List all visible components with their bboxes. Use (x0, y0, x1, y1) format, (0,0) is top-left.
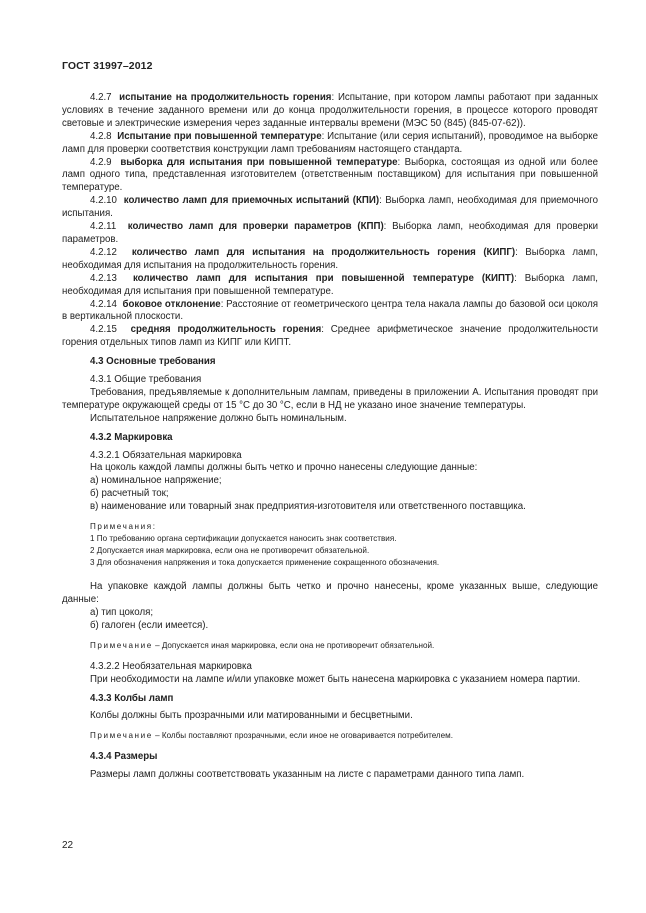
definition-term: испытание на продолжительность горения (119, 92, 332, 103)
definition-item: 4.2.8 Испытание при повышенной температуре: Испытание (или серия испытаний), проводимое на выборке ламп для проверки соответствия конструкции ламп требованиям настоящего стандарта. (62, 130, 598, 155)
definition-item: 4.2.15 средняя продолжительность горения: Среднее арифметическое значение продолжительности горения отдельных типов ламп из КИПГ или КИПТ. (62, 324, 598, 349)
list-item: в) наименование или товарный знак предприятия-изготовителя или ответственного поставщика. (90, 501, 526, 513)
document-header: ГОСТ 31997–2012 (62, 60, 153, 72)
definition-term: количество ламп для проверки параметров (КПП) (127, 221, 384, 233)
note-item: 2 Допускается иная маркировка, если она не противоречит обязательной. (90, 546, 370, 556)
definition-item: 4.2.13 количество ламп для испытания при повышенной температуре (КИПТ): Выборка ламп, необходимая для испытания при повышенной температуре. (62, 272, 598, 297)
subsection-title-4-3-2-2: 4.3.2.2 Необязательная маркировка (90, 660, 252, 672)
note-label: Примечание (90, 731, 153, 741)
definition-term: средняя продолжительность горения (130, 324, 322, 336)
definition-term: количество ламп для испытания при повышенной температуре (КИПТ) (132, 272, 515, 284)
marking-note: Примечание – Допускается иная маркировка, если она не противоречит обязательной. (90, 640, 435, 650)
bulbs-note: Примечание – Колбы поставляют прозрачными, если иное не оговаривается потребителем. (90, 731, 453, 741)
definition-item: 4.2.7 испытание на продолжительность горения: Испытание, при котором лампы работают при заданных условиях в течение заданного времени или до конца продолжительности горения, в процессе которого проводят световые и электрические измерения через заданные интервалы времени (МЭС 50 (845) (845-07-62)). (62, 92, 599, 129)
definition-item: 4.2.10 количество ламп для приемочных испытаний (КПИ): Выборка ламп, необходимая для приемочного испытания. (62, 195, 598, 220)
page-number: 22 (62, 840, 74, 851)
dimensions-text: Размеры ламп должны соответствовать указанным на листе с параметрами данного типа ламп. (90, 769, 525, 781)
subsection-title-4-3-2-1: 4.3.2.1 Обязательная маркировка (90, 449, 242, 461)
optional-marking-text: При необходимости на лампе и/или упаковке может быть нанесена маркировка с указанием номера партии. (90, 673, 581, 685)
general-requirements-text: Требования, предъявляемые к дополнительным лампам, приведены в приложении А. Испытания проводят при температуре окружающей среды от 15 °С до 30 °С, если в НД не указано иное значение температуры. (62, 386, 598, 411)
definitions-list (62, 92, 598, 350)
note-item: 1 По требованию органа сертификации допускается наносить знак соответствия. (90, 534, 397, 544)
section-heading-4-3: 4.3 Основные требования (90, 356, 216, 368)
base-marking-text: На цоколь каждой лампы должны быть четко и прочно нанесены следующие данные: (90, 462, 478, 474)
definition-term: выборка для испытания при повышенной температуре (120, 156, 398, 168)
subsection-title-4-3-1: 4.3.1 Общие требования (90, 374, 202, 386)
definition-term: Испытание при повышенной температуре (117, 130, 322, 142)
list-item: а) номинальное напряжение; (90, 475, 222, 487)
list-item: б) галоген (если имеется). (90, 619, 209, 631)
package-marking-text: На упаковке каждой лампы должны быть четко и прочно нанесены, кроме указанных выше, следующие данные: (62, 581, 598, 605)
section-heading-4-3-2: 4.3.2 Маркировка (90, 431, 173, 443)
bulbs-text: Колбы должны быть прозрачными или матированными и бесцветными. (90, 710, 413, 722)
list-item: б) расчетный ток; (90, 488, 169, 500)
definition-term: боковое отклонение (122, 298, 221, 310)
note-label: Примечание (90, 640, 153, 650)
definition-term: количество ламп для приемочных испытаний (КПИ) (123, 195, 380, 207)
test-voltage-text: Испытательное напряжение должно быть номинальным. (90, 412, 347, 424)
note-item: 3 Для обозначения напряжения и тока допускается применение сокращенного обозначения. (90, 558, 440, 568)
definition-item: 4.2.14 боковое отклонение: Расстояние от геометрического центра тела накала лампы до базовой оси цоколя в вертикальной плоскости. (62, 298, 598, 323)
definition-term: количество ламп для испытания на продолжительность горения (КИПГ) (131, 246, 516, 258)
definition-item: 4.2.12 количество ламп для испытания на продолжительность горения (КИПГ): Выборка ламп, необходимая для испытания на продолжительность горения. (62, 246, 598, 271)
definition-item: 4.2.9 выборка для испытания при повышенной температуре: Выборка, состоящая из одной или более ламп одного типа, представленная изготовителем (ответственным поставщиком) для испытания при повышенной температуре. (62, 156, 599, 194)
definition-item: 4.2.11 количество ламп для проверки параметров (КПП): Выборка ламп, необходимая для проверки параметров. (62, 221, 598, 245)
list-item: а) тип цоколя; (90, 606, 154, 618)
section-heading-4-3-4: 4.3.4 Размеры (90, 751, 158, 763)
notes-title: Примечания: (90, 522, 157, 532)
section-heading-4-3-3: 4.3.3 Колбы ламп (90, 692, 174, 704)
document-body (62, 92, 598, 782)
